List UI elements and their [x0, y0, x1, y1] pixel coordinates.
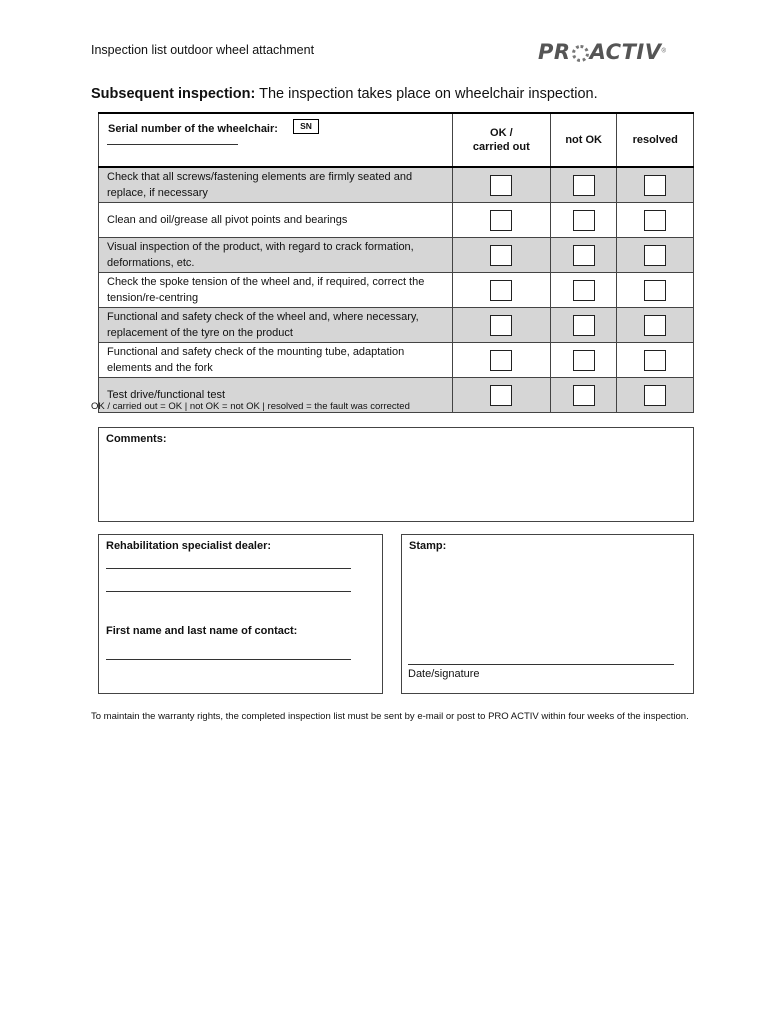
dealer-box [98, 534, 383, 694]
table-row [99, 308, 694, 343]
inspection-item-text: Check the spoke tension of the wheel and, if required, correct the tension/re-centring [99, 273, 453, 308]
checkbox-cell-resolved [617, 273, 694, 308]
inspection-item-text: Clean and oil/grease all pivot points and bearings [99, 203, 453, 238]
checkbox-cell-not-ok [550, 343, 616, 378]
checkbox-ok[interactable] [490, 210, 512, 231]
column-header-not-ok: not OK [550, 113, 616, 167]
table-row [99, 273, 694, 308]
logo-text-left: PR [538, 40, 571, 64]
inspection-table [98, 112, 694, 413]
checkbox-cell-resolved [617, 308, 694, 343]
checkbox-cell-not-ok [550, 167, 616, 203]
column-header-ok-line1: OK / [490, 127, 513, 139]
checkbox-not-ok[interactable] [573, 385, 595, 406]
inspection-item-text: Check that all screws/fastening elements are firmly seated and replace, if necessary [99, 167, 453, 203]
inspection-item-text: Test drive/functional test [99, 378, 453, 413]
checkbox-cell-resolved [617, 203, 694, 238]
contact-name-label: First name and last name of contact: [106, 625, 298, 637]
inspection-item-text: Functional and safety check of the mounting tube, adaptation elements and the fork [99, 343, 453, 378]
checkbox-cell-not-ok [550, 308, 616, 343]
checkbox-cell-resolved [617, 238, 694, 273]
checkbox-ok[interactable] [490, 175, 512, 196]
checkbox-not-ok[interactable] [573, 315, 595, 336]
checkbox-not-ok[interactable] [573, 245, 595, 266]
legend-text: OK / carried out = OK | not OK = not OK | resolved = the fault was corrected [91, 401, 410, 412]
subtitle-rest: The inspection takes place on wheelchair inspection. [255, 86, 598, 102]
contact-name-line[interactable] [106, 659, 351, 660]
column-header-ok [452, 113, 550, 167]
date-signature-label: Date/signature [408, 668, 480, 680]
sn-tag: SN [293, 119, 319, 134]
stamp-label: Stamp: [409, 540, 447, 552]
checkbox-cell-resolved [617, 378, 694, 413]
checkbox-cell-resolved [617, 343, 694, 378]
checkbox-resolved[interactable] [644, 315, 666, 336]
checkbox-ok[interactable] [490, 385, 512, 406]
proactiv-logo [538, 40, 690, 70]
serial-number-label: Serial number of the wheelchair: [108, 123, 278, 135]
checkbox-not-ok[interactable] [573, 175, 595, 196]
document-title: Inspection list outdoor wheel attachment [91, 43, 315, 57]
checkbox-cell-not-ok [550, 238, 616, 273]
checkbox-resolved[interactable] [644, 175, 666, 196]
checkbox-ok[interactable] [490, 315, 512, 336]
inspection-item-text: Visual inspection of the product, with regard to crack formation, deformations, etc. [99, 238, 453, 273]
checkbox-cell-resolved [617, 167, 694, 203]
checkbox-not-ok[interactable] [573, 210, 595, 231]
table-row [99, 167, 694, 203]
table-row [99, 238, 694, 273]
checkbox-resolved[interactable] [644, 350, 666, 371]
checkbox-resolved[interactable] [644, 210, 666, 231]
checkbox-cell-not-ok [550, 273, 616, 308]
logo-text-right: ACTIV [589, 40, 662, 64]
checkbox-cell-ok [452, 378, 550, 413]
inspection-subtitle [91, 86, 598, 102]
serial-number-field[interactable] [107, 144, 238, 145]
checkbox-resolved[interactable] [644, 385, 666, 406]
table-header-row [99, 113, 694, 167]
checkbox-cell-not-ok [550, 378, 616, 413]
dealer-line-2[interactable] [106, 591, 351, 592]
inspection-item-text: Functional and safety check of the wheel and, where necessary, replacement of the tyre on the product [99, 308, 453, 343]
dealer-label: Rehabilitation specialist dealer: [106, 540, 272, 552]
checkbox-ok[interactable] [490, 280, 512, 301]
logo-registered-mark: ® [661, 48, 666, 55]
comments-label: Comments: [106, 433, 167, 445]
checkbox-not-ok[interactable] [573, 350, 595, 371]
checkbox-ok[interactable] [490, 350, 512, 371]
checkbox-resolved[interactable] [644, 245, 666, 266]
footer-note: To maintain the warranty rights, the completed inspection list must be sent by e-mail or post to PRO ACTIV within four weeks of the inspection. [91, 711, 689, 722]
table-row [99, 203, 694, 238]
comments-box[interactable] [98, 427, 694, 522]
checkbox-not-ok[interactable] [573, 280, 595, 301]
column-header-ok-line2: carried out [472, 141, 530, 153]
checkbox-cell-not-ok [550, 203, 616, 238]
dealer-line-1[interactable] [106, 568, 351, 569]
checkbox-cell-ok [452, 167, 550, 203]
checkbox-cell-ok [452, 343, 550, 378]
date-signature-line[interactable] [408, 664, 674, 665]
checkbox-ok[interactable] [490, 245, 512, 266]
checkbox-cell-ok [452, 273, 550, 308]
checkbox-cell-ok [452, 203, 550, 238]
logo-wheel-icon [572, 45, 589, 62]
column-header-resolved: resolved [617, 113, 694, 167]
stamp-box [401, 534, 694, 694]
subtitle-bold: Subsequent inspection: [91, 86, 256, 102]
serial-number-cell [99, 113, 453, 167]
table-row [99, 343, 694, 378]
checkbox-cell-ok [452, 238, 550, 273]
checkbox-cell-ok [452, 308, 550, 343]
checkbox-resolved[interactable] [644, 280, 666, 301]
